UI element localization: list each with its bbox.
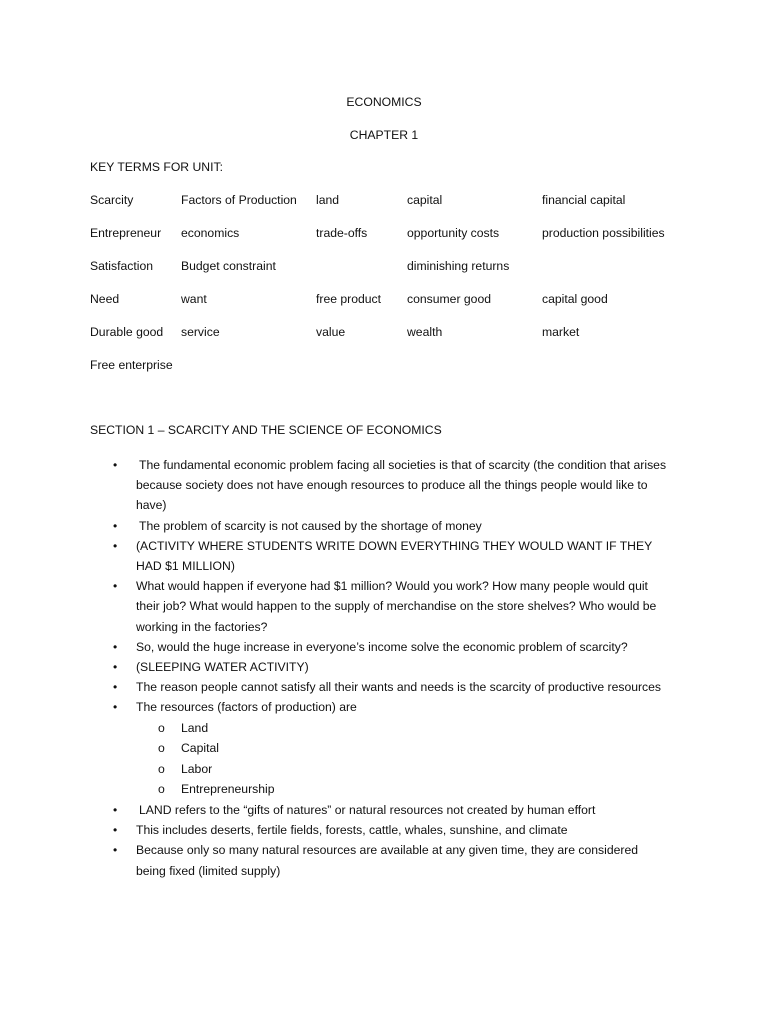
list-item: • So, would the huge increase in everyone’s income solve the economic problem of scarcity?: [0, 637, 671, 657]
key-term: Entrepreneur: [90, 226, 162, 240]
key-term: Scarcity: [90, 193, 134, 207]
list-item: • What would happen if everyone had $1 million? Would you work? How many people would quit their job? What would happen to the supply of merchandise on the store shelves? Who would be working in the factories?: [0, 576, 671, 637]
bullet-icon: •: [113, 823, 118, 838]
hollow-bullet-icon: o: [158, 782, 165, 797]
key-term: value: [316, 325, 346, 339]
bullet-icon: •: [113, 843, 118, 858]
key-terms-label: KEY TERMS FOR UNIT:: [90, 160, 223, 174]
list-item: • LAND refers to the “gifts of natures” or natural resources not created by human effort: [0, 800, 671, 820]
bullet-icon: •: [113, 538, 118, 553]
list-item: • This includes deserts, fertile fields, forests, cattle, whales, sunshine, and climate: [0, 820, 671, 840]
list-item: • (ACTIVITY WHERE STUDENTS WRITE DOWN EVERYTHING THEY WOULD WANT IF THEY HAD $1 MILLION): [0, 536, 671, 576]
sub-list-item: o Labor: [0, 759, 768, 780]
bullet-list: [0, 455, 768, 881]
bullet-icon: •: [113, 680, 118, 695]
key-term: Factors of Production: [181, 193, 297, 207]
bullet-icon: •: [113, 579, 118, 594]
document-title: ECONOMICS: [346, 95, 422, 109]
bullet-icon: •: [113, 458, 118, 472]
bullet-icon: •: [113, 660, 118, 675]
sub-list-item: o Capital: [0, 738, 768, 759]
sub-list-item: o Land: [0, 718, 768, 739]
hollow-bullet-icon: o: [158, 741, 165, 756]
section-heading: SECTION 1 – SCARCITY AND THE SCIENCE OF ECONOMICS: [90, 423, 442, 437]
key-term: wealth: [407, 325, 443, 339]
list-item: • The fundamental economic problem facing all societies is that of scarcity (the condition that arises because society does not have enough resources to produce all the things people would like to have): [0, 455, 671, 516]
list-item: • The reason people cannot satisfy all their wants and needs is the scarcity of productive resources: [0, 677, 671, 697]
key-term: market: [542, 325, 580, 339]
key-term: trade-offs: [316, 226, 368, 240]
hollow-bullet-icon: o: [158, 761, 165, 776]
key-term: financial capital: [542, 193, 626, 207]
key-term: production possibilities: [542, 226, 665, 240]
key-term: economics: [181, 226, 240, 240]
bullet-icon: •: [113, 803, 118, 818]
list-item: • Because only so many natural resources are available at any given time, they are considered being fixed (limited supply): [0, 840, 671, 880]
chapter-heading: CHAPTER 1: [349, 128, 419, 142]
key-term: free product: [316, 292, 382, 306]
list-item: • (SLEEPING WATER ACTIVITY): [0, 657, 671, 677]
bullet-icon: •: [113, 700, 118, 715]
key-term: consumer good: [407, 292, 492, 306]
key-term: diminishing returns: [407, 259, 510, 273]
key-term: want: [181, 292, 207, 306]
list-item: • The resources (factors of production) are: [0, 697, 671, 717]
key-term: service: [181, 325, 220, 339]
bullet-icon: •: [113, 518, 118, 533]
key-term: opportunity costs: [407, 226, 500, 240]
sub-list-item: o Entrepreneurship: [0, 779, 768, 800]
key-term: Free enterprise: [90, 358, 173, 372]
key-term: capital good: [542, 292, 608, 306]
key-term: Durable good: [90, 325, 164, 339]
bullet-icon: •: [113, 639, 118, 654]
key-term: land: [316, 193, 340, 207]
list-item: • The problem of scarcity is not caused by the shortage of money: [0, 516, 671, 536]
key-term: Budget constraint: [181, 259, 276, 273]
hollow-bullet-icon: o: [158, 720, 165, 735]
key-term: Need: [90, 292, 120, 306]
key-term: capital: [407, 193, 443, 207]
key-term: Satisfaction: [90, 259, 154, 273]
